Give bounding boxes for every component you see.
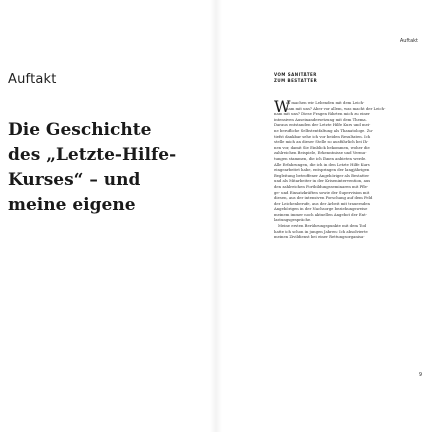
body-line: ge- und Einsatzkräften sowie der Supervision mit (274, 189, 370, 195)
body-text (274, 97, 432, 240)
body-line: Begleitung betroffener Angehöriger als Bestatter (274, 172, 370, 178)
book-gutter (210, 0, 222, 432)
body-line: meinen Zivildienst bei einer Rettungsorganisa- (274, 234, 365, 240)
chapter-title-line: des „Letzte-Hilfe- (8, 145, 177, 165)
body-line: zahlreichen Beispiele, Erkenntnisse und Vermu- (274, 150, 367, 156)
subhead-line: VOM SANITÄTER (274, 72, 317, 77)
chapter-title-line: Kurses“ – und (8, 170, 141, 190)
body-line: diesen, aus der intensiven Forschung auf dem Feld (274, 195, 373, 201)
body-line: der Leichenberufe, aus der Arbeit mit trauernden (274, 200, 370, 206)
body-line: meinem immer noch aktuellen Angebot der Ent- (274, 211, 367, 217)
body-line: tiefst dankbar sehe ich vor beiden Resultaten. Ich (274, 133, 371, 139)
running-head: Auftakt (399, 38, 418, 44)
body-line: nam mit uns? Aber vor allem, was macht der Leich- (286, 105, 386, 111)
body-line: hatte ich schon in jungen Jahren: Ich absolvierte (274, 228, 368, 234)
body-line: stelle mich an dieser Stelle so ausführlich bei Ih- (274, 139, 369, 145)
chapter-label: Auftakt (8, 72, 57, 87)
body-line: eingearbeitet habe, entspringen der langjährigen (274, 167, 370, 173)
body-line: Daraus entstanden der Letzte Hilfe Kurs und mei- (274, 122, 371, 128)
subhead-line: ZUM BESTATTER (274, 77, 318, 83)
body-line: tungen stammen, die ich Ihnen anbieten werde. (274, 155, 367, 161)
chapter-title (8, 118, 204, 218)
chapter-title-line: Die Geschichte (8, 120, 152, 140)
body-line: as machen wir Lebenden mit dem Leich- (286, 100, 365, 105)
page-number: 9 (418, 372, 422, 378)
body-line: ne berufliche Selbstentfaltung als Thanatologe. Zu- (274, 127, 374, 133)
section-subhead (274, 72, 317, 83)
body-line: intensiven Auseinandersetzung mit dem Thema. (274, 116, 367, 122)
body-line: und als Mitarbeiter in der Krisenintervention, aus (274, 178, 371, 184)
body-line: nen vor, damit Sie Einblick bekommen, woher die (274, 144, 370, 150)
body-line: Alle Erfahrungen, die ich in den Letzte Hilfe Kurs (274, 161, 370, 167)
body-line: den zahlreichen Fortbildungsseminaren mit Pfle- (274, 183, 369, 189)
chapter-title-line: meine eigene (8, 195, 136, 215)
body-line: lastungsgespräche. (274, 217, 312, 223)
drop-cap: W (274, 97, 291, 116)
body-line: Meine ersten Berührungspunkte mit dem Tod (278, 223, 367, 229)
body-line: nam mit uns? Diese Fragen führten mich zu einer (274, 111, 370, 117)
body-line: Angehörigen in der Nachsorge beziehungsweise (274, 206, 368, 212)
right-page (216, 0, 432, 432)
